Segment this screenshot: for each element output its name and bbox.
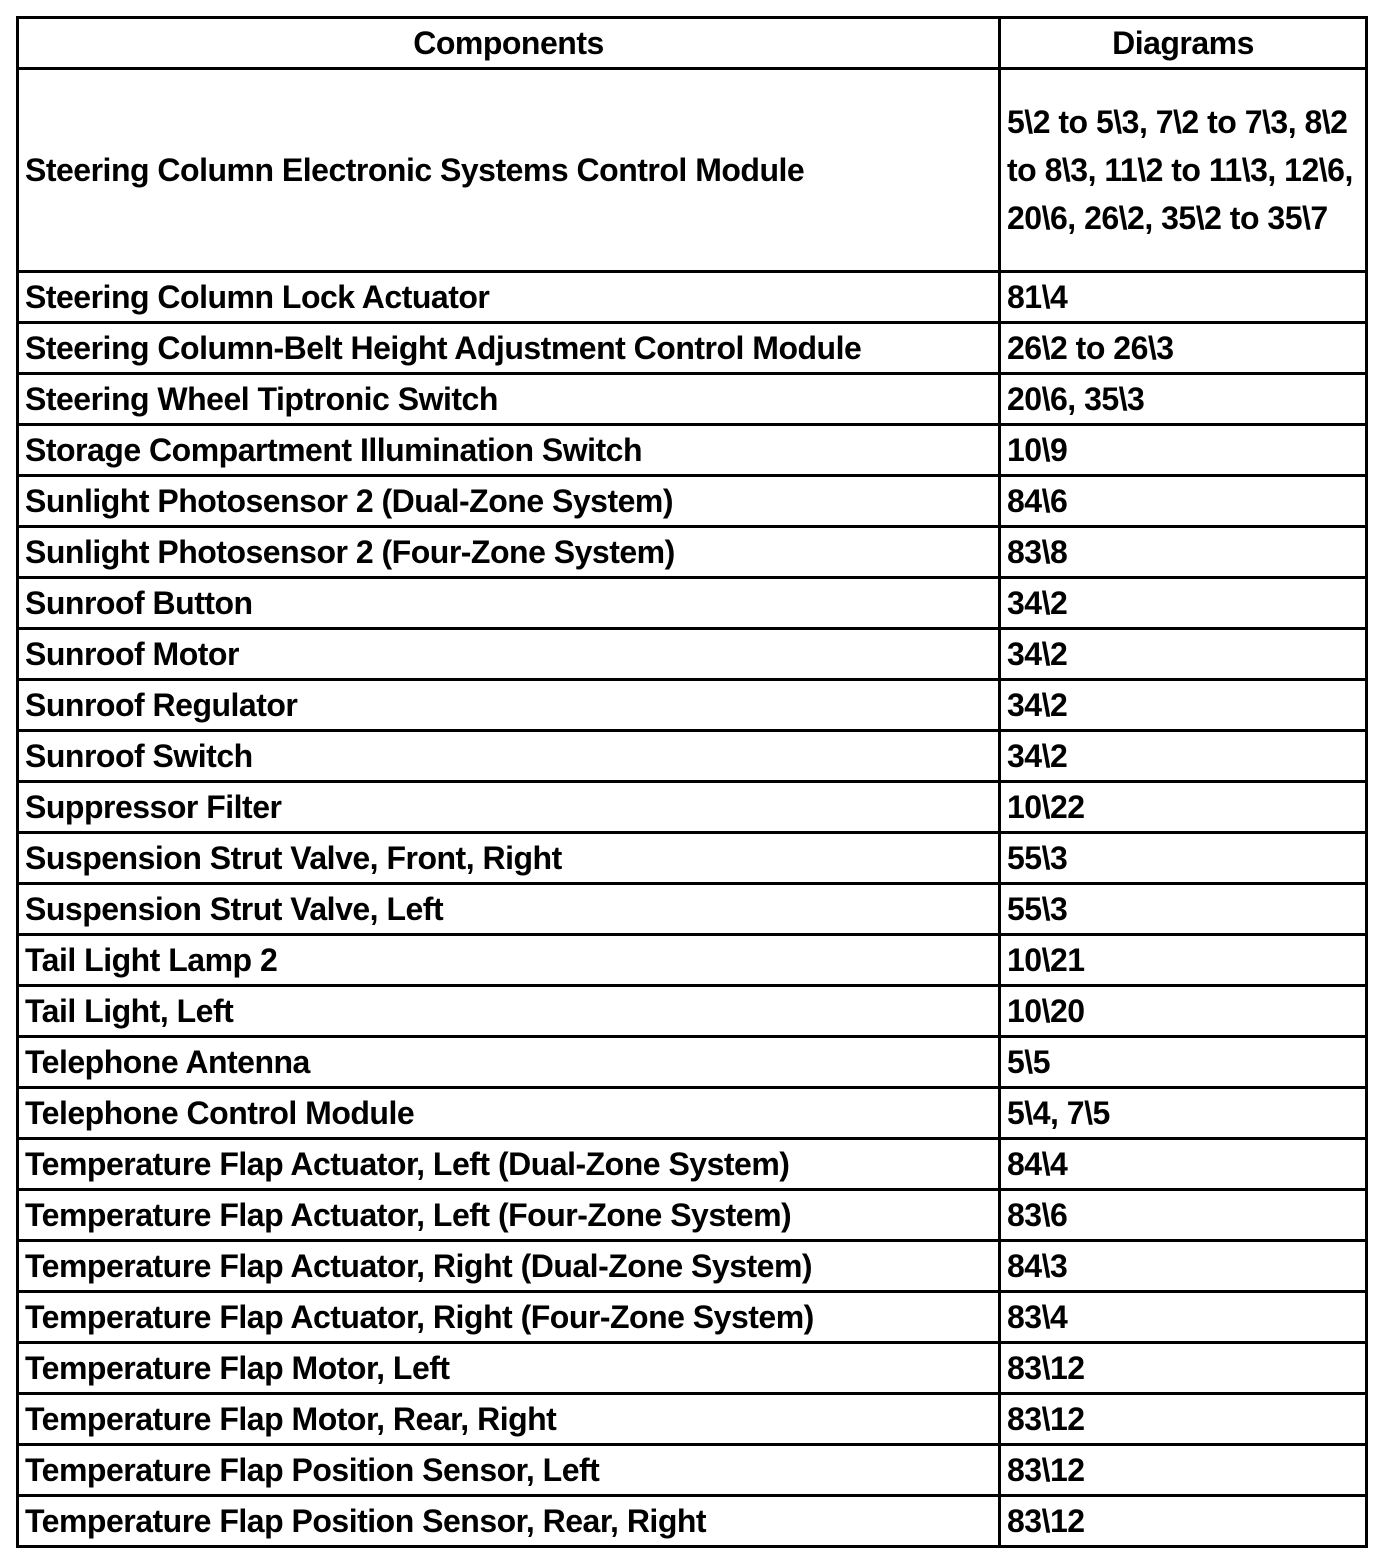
component-cell: Temperature Flap Actuator, Right (Four-Zone System) [18, 1292, 1000, 1343]
diagrams-cell: 84\3 [1000, 1241, 1367, 1292]
diagrams-cell: 34\2 [1000, 680, 1367, 731]
component-cell: Sunlight Photosensor 2 (Four-Zone System) [18, 527, 1000, 578]
component-cell: Telephone Antenna [18, 1037, 1000, 1088]
component-cell: Sunroof Button [18, 578, 1000, 629]
diagrams-cell: 10\22 [1000, 782, 1367, 833]
table-row [18, 527, 1367, 578]
component-cell: Sunroof Regulator [18, 680, 1000, 731]
component-cell: Temperature Flap Position Sensor, Rear, Right [18, 1496, 1000, 1547]
header-diagrams: Diagrams [1000, 18, 1367, 69]
table-row [18, 374, 1367, 425]
diagrams-cell: 83\12 [1000, 1496, 1367, 1547]
table-row [18, 1445, 1367, 1496]
component-cell: Tail Light, Left [18, 986, 1000, 1037]
table-row [18, 272, 1367, 323]
table-row [18, 884, 1367, 935]
table-row [18, 1190, 1367, 1241]
component-cell: Tail Light Lamp 2 [18, 935, 1000, 986]
table-row [18, 935, 1367, 986]
diagrams-cell: 83\12 [1000, 1394, 1367, 1445]
diagrams-cell: 10\21 [1000, 935, 1367, 986]
header-components: Components [18, 18, 1000, 69]
table-row [18, 1343, 1367, 1394]
diagrams-cell: 10\9 [1000, 425, 1367, 476]
diagrams-cell: 83\12 [1000, 1343, 1367, 1394]
diagrams-cell: 26\2 to 26\3 [1000, 323, 1367, 374]
table-row [18, 731, 1367, 782]
diagrams-cell: 5\4, 7\5 [1000, 1088, 1367, 1139]
component-cell: Steering Column Lock Actuator [18, 272, 1000, 323]
component-cell: Sunlight Photosensor 2 (Dual-Zone System) [18, 476, 1000, 527]
table-row [18, 476, 1367, 527]
component-cell: Temperature Flap Motor, Left [18, 1343, 1000, 1394]
component-cell: Temperature Flap Motor, Rear, Right [18, 1394, 1000, 1445]
table-row [18, 323, 1367, 374]
table-row [18, 1241, 1367, 1292]
component-cell: Steering Column-Belt Height Adjustment Control Module [18, 323, 1000, 374]
components-table [16, 16, 1368, 1548]
diagrams-cell: 34\2 [1000, 731, 1367, 782]
diagrams-cell: 84\4 [1000, 1139, 1367, 1190]
component-cell: Temperature Flap Actuator, Left (Dual-Zone System) [18, 1139, 1000, 1190]
diagrams-cell: 34\2 [1000, 578, 1367, 629]
component-cell: Temperature Flap Actuator, Right (Dual-Zone System) [18, 1241, 1000, 1292]
component-cell: Suspension Strut Valve, Front, Right [18, 833, 1000, 884]
diagrams-cell: 84\6 [1000, 476, 1367, 527]
component-cell: Telephone Control Module [18, 1088, 1000, 1139]
table-row [18, 69, 1367, 272]
table-row [18, 833, 1367, 884]
table-row [18, 425, 1367, 476]
table-row [18, 782, 1367, 833]
component-cell: Sunroof Motor [18, 629, 1000, 680]
table-row [18, 1037, 1367, 1088]
table-row [18, 986, 1367, 1037]
component-cell: Temperature Flap Position Sensor, Left [18, 1445, 1000, 1496]
diagrams-cell: 81\4 [1000, 272, 1367, 323]
table-row [18, 1292, 1367, 1343]
table-row [18, 1139, 1367, 1190]
diagrams-cell: 83\12 [1000, 1445, 1367, 1496]
diagrams-cell: 34\2 [1000, 629, 1367, 680]
component-cell: Steering Wheel Tiptronic Switch [18, 374, 1000, 425]
table-row [18, 1394, 1367, 1445]
component-cell: Sunroof Switch [18, 731, 1000, 782]
diagrams-cell: 83\8 [1000, 527, 1367, 578]
diagrams-cell: 83\6 [1000, 1190, 1367, 1241]
table-row [18, 1088, 1367, 1139]
diagrams-cell: 83\4 [1000, 1292, 1367, 1343]
header-row [18, 18, 1367, 69]
diagrams-cell: 55\3 [1000, 833, 1367, 884]
table-row [18, 680, 1367, 731]
table-row [18, 578, 1367, 629]
diagrams-cell: 5\2 to 5\3, 7\2 to 7\3, 8\2 to 8\3, 11\2 to 11\3, 12\6, 20\6, 26\2, 35\2 to 35\7 [1000, 69, 1367, 272]
diagrams-cell: 55\3 [1000, 884, 1367, 935]
diagrams-cell: 5\5 [1000, 1037, 1367, 1088]
component-cell: Temperature Flap Actuator, Left (Four-Zone System) [18, 1190, 1000, 1241]
component-cell: Suspension Strut Valve, Left [18, 884, 1000, 935]
table-row [18, 629, 1367, 680]
component-cell: Storage Compartment Illumination Switch [18, 425, 1000, 476]
diagrams-cell: 10\20 [1000, 986, 1367, 1037]
component-cell: Suppressor Filter [18, 782, 1000, 833]
diagrams-cell: 20\6, 35\3 [1000, 374, 1367, 425]
table-row [18, 1496, 1367, 1547]
component-cell: Steering Column Electronic Systems Control Module [18, 69, 1000, 272]
